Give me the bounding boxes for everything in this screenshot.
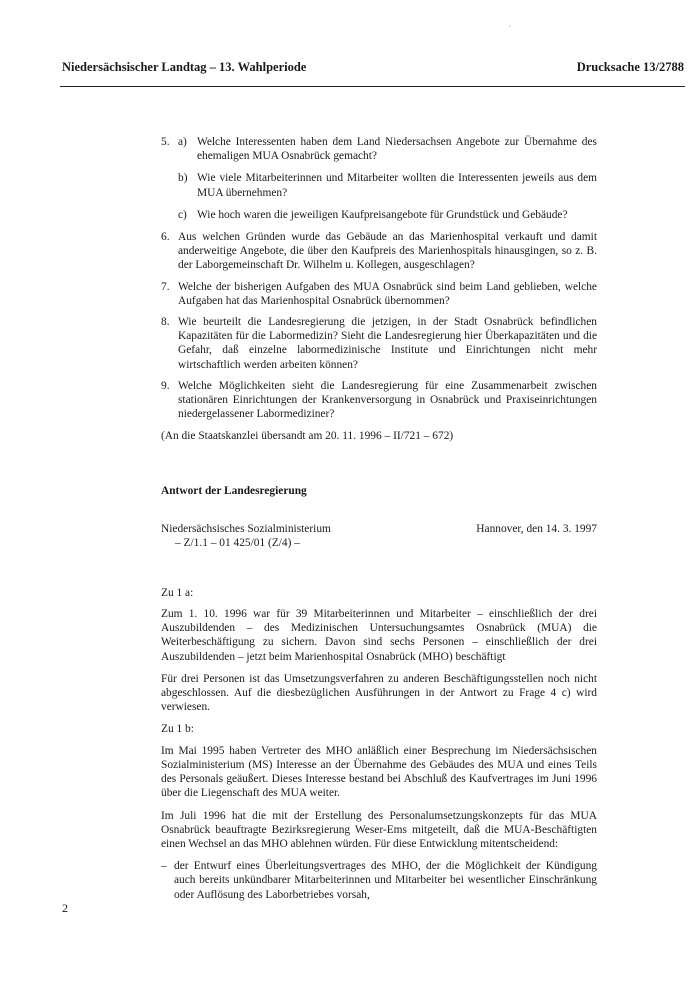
question-8 — [161, 315, 597, 372]
paragraph: Im Mai 1995 haben Vertreter des MHO anläßlich einer Besprechung im Niedersächsischen Sozialministerium (MS) Interesse an der Übernahme des Gebäudes des MUA und eines Teils des Personals geäußert. Dieses Interesse bestand bei Abschluß des Kaufvertrages im Juni 1996 über die Liegenschaft des MUA weiter. — [161, 744, 597, 800]
list-item-text: der Entwurf eines Überleitungsvertrages des MHO, der die Möglichkeit der Kündigung auch bereits unkündbarer Mitarbeiterinnen und Mitarbeiter bei wesentlicher Einschränkung oder Auflösung des Laborbetriebes vorsah, — [174, 860, 597, 901]
question-5b — [178, 171, 597, 199]
page-number: 2 — [62, 901, 68, 915]
scan-mark: · — [508, 22, 511, 31]
question-number: 7. — [161, 280, 170, 293]
answer-label-1b: Zu 1 b: — [161, 723, 194, 736]
question-5 — [161, 135, 597, 222]
question-number: 9. — [161, 379, 170, 392]
question-5a — [161, 135, 597, 163]
ministry-name: Niedersächsisches Sozialministerium — [161, 522, 331, 535]
answer-heading: Antwort der Landesregierung — [161, 484, 307, 497]
question-text: Welche Möglichkeiten sieht die Landesregierung für eine Zusammenarbeit zwischen stationären Einrichtungen der Krankenversorgung in Osnabrück und Praxiseinrichtungen niedergelassener Labormediziner? — [178, 379, 597, 421]
document-number: Drucksache 13/2788 — [576, 60, 684, 74]
sub-letter: c) — [178, 208, 187, 221]
paragraph: Für drei Personen ist das Umsetzungsverfahren zu anderen Beschäftigungsstellen noch nicht abgeschlossen. Auf die diesbezüglichen Ausführungen in der Antwort zu Frage 4 c) wird verwiesen. — [161, 672, 597, 714]
document-body — [161, 135, 597, 902]
question-9 — [161, 379, 597, 422]
question-text: Welche Interessenten haben dem Land Niedersachsen Angebote zur Übernahme des ehemaligen MUA Osnabrück gemacht? — [197, 136, 597, 163]
answer-label-1a: Zu 1 a: — [161, 586, 194, 599]
question-7 — [161, 280, 597, 308]
question-text: Aus welchen Gründen wurde das Gebäude an das Marienhospital verkauft und damit anderweitige Angebote, die über den Kaufpreis des Marienhospitals hinausgingen, so z. B. der Laborgemeinschaft Dr. Wilhelm u. Kollegen, ausgeschlagen? — [178, 231, 597, 272]
question-text: Wie beurteilt die Landesregierung die jetzigen, in der Stadt Osnabrück befindlichen Kapazitäten für die Labormedizin? Sieht die Landesregierung hier Überkapazitäten und die Gefahr, daß einzelne labormedizinische Institute und Einrichtungen nicht mehr wirtschaftlich werden arbeiten können? — [178, 316, 597, 371]
question-number: 5. — [161, 136, 170, 148]
ministry-block — [161, 522, 597, 552]
question-number: 6. — [161, 231, 170, 244]
sub-letter: a) — [178, 136, 187, 148]
question-text: Wie hoch waren die jeweiligen Kaufpreisangebote für Grundstück und Gebäude? — [197, 208, 568, 221]
dash-marker: – — [161, 860, 167, 873]
question-6 — [161, 230, 597, 273]
file-reference: – Z/1.1 – 01 425/01 (Z/4) – — [175, 536, 300, 549]
transmittal-note: (An die Staatskanzlei übersandt am 20. 11. 1996 – II/721 – 672) — [161, 430, 454, 443]
question-number: 8. — [161, 316, 170, 329]
header-title: Niedersächsischer Landtag – 13. Wahlperiode — [62, 60, 307, 74]
question-text: Wie viele Mitarbeiterinnen und Mitarbeiter wollten die Interessenten jeweils aus dem MUA übernehmen? — [197, 172, 597, 199]
sub-letter: b) — [178, 172, 188, 185]
page-header — [62, 60, 684, 78]
question-5c — [178, 208, 597, 222]
paragraph: Im Juli 1996 hat die mit der Erstellung des Personalumsetzungskonzepts für das MUA Osnabrück beauftragte Bezirksregierung Weser-Ems mitgeteilt, daß die MUA-Beschäftigten einen Wechsel an das MHO ablehnen würden. Für diese Entwicklung mitentscheidend: — [161, 809, 597, 850]
header-rule — [60, 86, 685, 87]
question-text: Welche der bisherigen Aufgaben des MUA Osnabrück sind beim Land geblieben, welche Aufgaben hat das Marienhospital Osnabrück übernommen? — [178, 280, 597, 307]
list-item — [161, 859, 597, 902]
place-date: Hannover, den 14. 3. 1997 — [476, 522, 597, 535]
paragraph: Zum 1. 10. 1996 war für 39 Mitarbeiterinnen und Mitarbeiter – einschließlich der drei Auszubildenden – des Medizinischen Untersuchungsamtes Osnabrück (MUA) die Weiterbeschäftigung zu sichern. Davon sind sechs Personen – einschließlich der drei Auszubildenden – jetzt beim Marienhospital Osnabrück (MHO) beschäftigt — [161, 608, 597, 663]
